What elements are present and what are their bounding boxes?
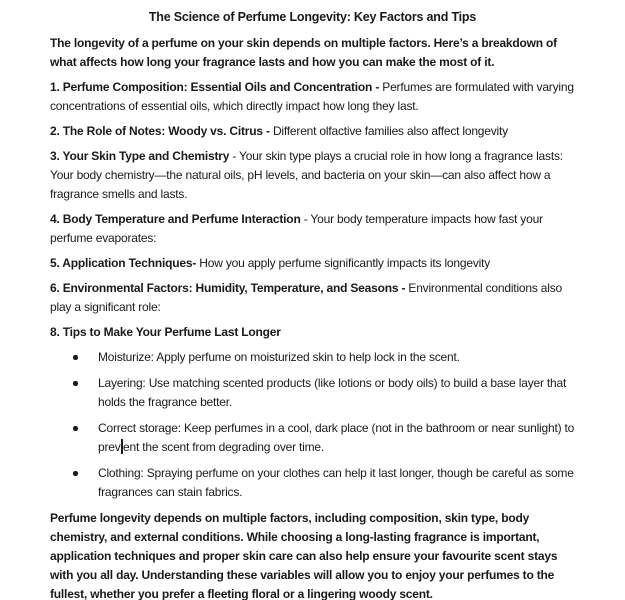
tip-text-after-cursor: ent the scent from degrading over time. [123,440,325,454]
list-item-storage [50,419,575,457]
tips-list [50,348,575,502]
factor-text: Environmental conditions also play a significant role: [50,281,563,314]
factor-label: 3. Your Skin Type and Chemistry [50,149,230,163]
factor-paragraph-6 [50,279,575,317]
factor-label: 6. Environmental Factors: Humidity, Temperature, and Seasons - [50,281,406,295]
list-item-layering [50,374,575,412]
factor-paragraph-5 [50,254,575,273]
conclusion-paragraph: Perfume longevity depends on multiple factors, including composition, skin type, body chemistry, and external conditions. While choosing a long-lasting fragrance is important, application techniques and proper skin care can also help ensure your favourite scent stays with you all day. Understanding these variables will allow you to enjoy your perfumes to the fullest, whether you prefer a fleeting floral or a lingering woody scent. [50,511,558,600]
factor-text: How you apply perfume significantly impacts its longevity [196,256,491,270]
factor-label: 4. Body Temperature and Perfume Interaction [50,212,301,226]
factor-paragraph-1 [50,78,575,116]
factor-label: 5. Application Techniques- [50,256,197,270]
factor-label: 1. Perfume Composition: Essential Oils and Concentration - [50,80,380,94]
tip-text-before-cursor: Correct storage: Keep perfumes in a cool, dark place (not in the bathroom or near sunlight) to prev [98,421,575,454]
factor-paragraph-3 [50,147,575,204]
tips-heading: 8. Tips to Make Your Perfume Last Longer [50,325,281,339]
factor-paragraph-4 [50,210,575,248]
factor-paragraph-2 [50,122,575,141]
factor-text: Different olfactive families also affect longevity [269,124,508,138]
tip-text: Layering: Use matching scented products (like lotions or body oils) to build a base layer that holds the fragrance better. [98,376,567,409]
factor-label: 2. The Role of Notes: Woody vs. Citrus - [50,124,270,138]
factor-text: - Your body temperature impacts how fast your perfume evaporates: [50,212,543,245]
tip-text: Moisturize: Apply perfume on moisturized skin to help lock in the scent. [98,350,460,364]
factor-text: Perfumes are formulated with varying concentrations of essential oils, which directly impact how long they last. [50,80,574,113]
list-item-moisturize [50,348,575,367]
intro-paragraph: The longevity of a perfume on your skin depends on multiple factors. Here’s a breakdown of what affects how long your fragrance lasts and how you can make the most of it. [50,36,557,69]
factor-text: - Your skin type plays a crucial role in how long a fragrance lasts: Your body chemistry—the natural oils, pH levels, and bacteria on your skin—can also affect how a fragrance smells and lasts. [50,149,563,201]
list-item-clothing [50,464,575,502]
tip-text: Clothing: Spraying perfume on your clothes can help it last longer, though be careful as some fragrances can stain fabrics. [98,466,574,499]
document-title: The Science of Perfume Longevity: Key Factors and Tips [148,10,477,24]
